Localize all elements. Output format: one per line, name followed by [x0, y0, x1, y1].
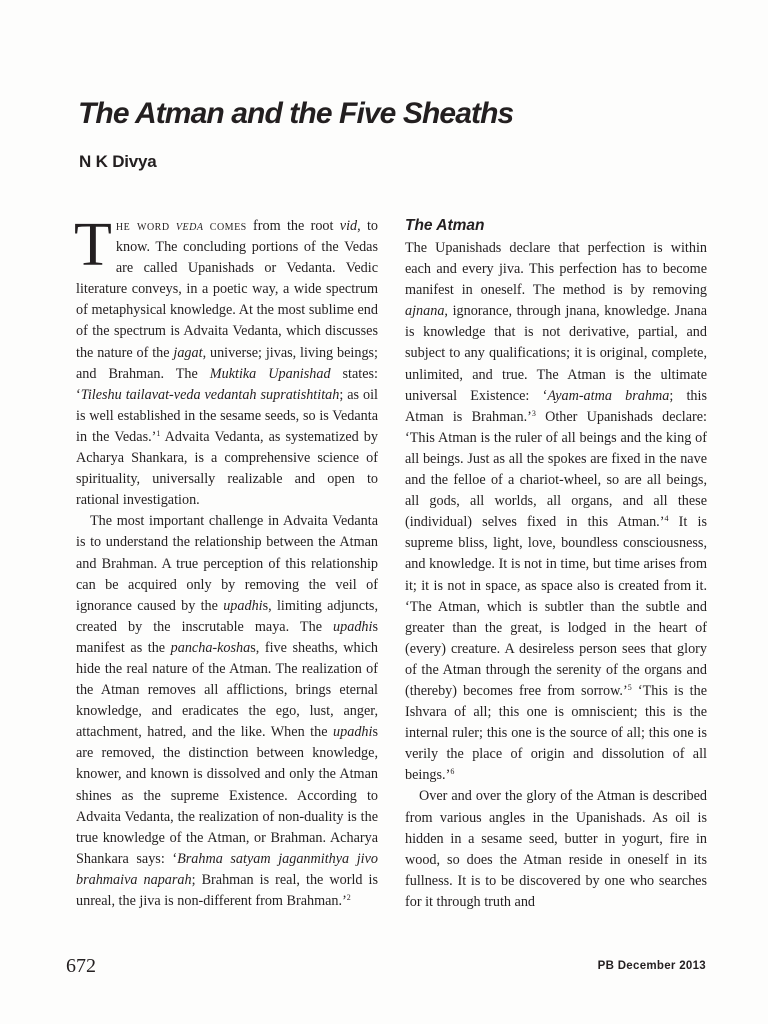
drop-cap: T	[74, 211, 112, 279]
footnote-ref[interactable]: 1	[156, 428, 161, 438]
footnote-ref[interactable]: 3	[531, 408, 536, 418]
paragraph: The Upanishads declare that perfection is within each and every jiva. This perfection has to become manifest in oneself. The method is by removing ajnana, ignorance, through jnana, knowledge. Jnana is knowledge that is not derivative, partial, and subject to any qualifications; it is original, complete, unlimited, and true. The Atman is the ultimate universal Existence: ‘Ayam-atma brahma; this Atman is Brahman.’$^3$ Other Upanishads declare: ‘This Atman is the ruler of all beings and the king of all beings. Just as all the spokes are fixed in the nave and the felloe of a chariot-wheel, so are all beings, all gods, all worlds, all organs, and all these (individual) selves fixed in this Atman.’$^4$ It is supreme bliss, light, love, boundless consciousness, and knowledge. It is not in time, but time arises from it; it is not in space, as space also is created from it. ‘The Atman, which is subtler than the subtle and greater than the great, is lodged in the heart of (every) creature. A desireless person sees that glory of the Atman through the serenity of the organs and (thereby) becomes free from sorrow.’$^5$ ‘This is the Ishvara of all; this one is omniscient; this is the internal ruler; this one is the source of all; this one is verily the place of origin and dissolution of all beings.’$^6$	[405, 240, 707, 784]
footnote-ref[interactable]: 2	[346, 893, 351, 902]
page-number: 672	[66, 955, 96, 977]
paragraph: Over and over the glory of the Atman is described from various angles in the Upanishads. As oil is hidden in a sesame seed, butter in yogurt, fire in wood, so does the Atman reside in oneself in its fullness. It is to be discovered by one who searches for it through truth and	[405, 788, 707, 910]
left-column	[74, 211, 379, 912]
article-author: N K Divya	[79, 152, 157, 171]
footnote-ref[interactable]: 5	[627, 682, 632, 692]
running-footer: PB December 2013	[597, 960, 706, 972]
footnote-ref[interactable]: 4	[664, 514, 669, 524]
right-column	[405, 216, 707, 913]
footnote-ref[interactable]: 6	[450, 767, 455, 777]
article-title: The Atman and the Five Sheaths	[78, 97, 514, 130]
section-heading: The Atman	[405, 217, 485, 234]
paragraph: The word veda comes from the root vid, to know. The concluding portions of the Vedas are called Upanishads or Vedanta. Vedic literature conveys, in a poetic way, a wide spectrum of metaphysical knowledge. At the most sublime end of the spectrum is Advaita Vedanta, which discusses the nature of the jagat, universe; jivas, living beings; and Brahman. The Muktika Upanishad states: ‘Tileshu tailavat-veda vedantah supratishtitah; as oil is well established in the sesame seeds, so is Vedanta in the Vedas.’$^1$ Advaita Vedanta, as systematized by Acharya Shankara, is a comprehensive science of spirituality, universally realizable and open to rational investigation.	[74, 211, 379, 509]
paragraph: The most important challenge in Advaita Vedanta is to understand the relationship between the Atman and Brahman. A true perception of this relationship can be acquired only by removing the veil of ignorance caused by the upadhis, limiting adjuncts, created by the inscrutable maya. The upadhis manifest as the pancha-koshas, five sheaths, which hide the real nature of the Atman. The realization of the Atman removes all afflictions, brings eternal knowledge, and eradicates the ego, lust, anger, attachment, hatred, and the like. When the upadhis are removed, the distinction between knowledge, knower, and known is dissolved and only the Atman shines as the supreme Existence. According to Advaita Vedanta, the realization of non-duality is the true knowledge of the Atman, or Brahman. Acharya Shankara says: ‘Brahma satyam jaganmithya jivo brahmaiva naparah; Brahman is real, the world is unreal, the jiva is non-different from Brahman.’$^2$	[76, 513, 378, 909]
